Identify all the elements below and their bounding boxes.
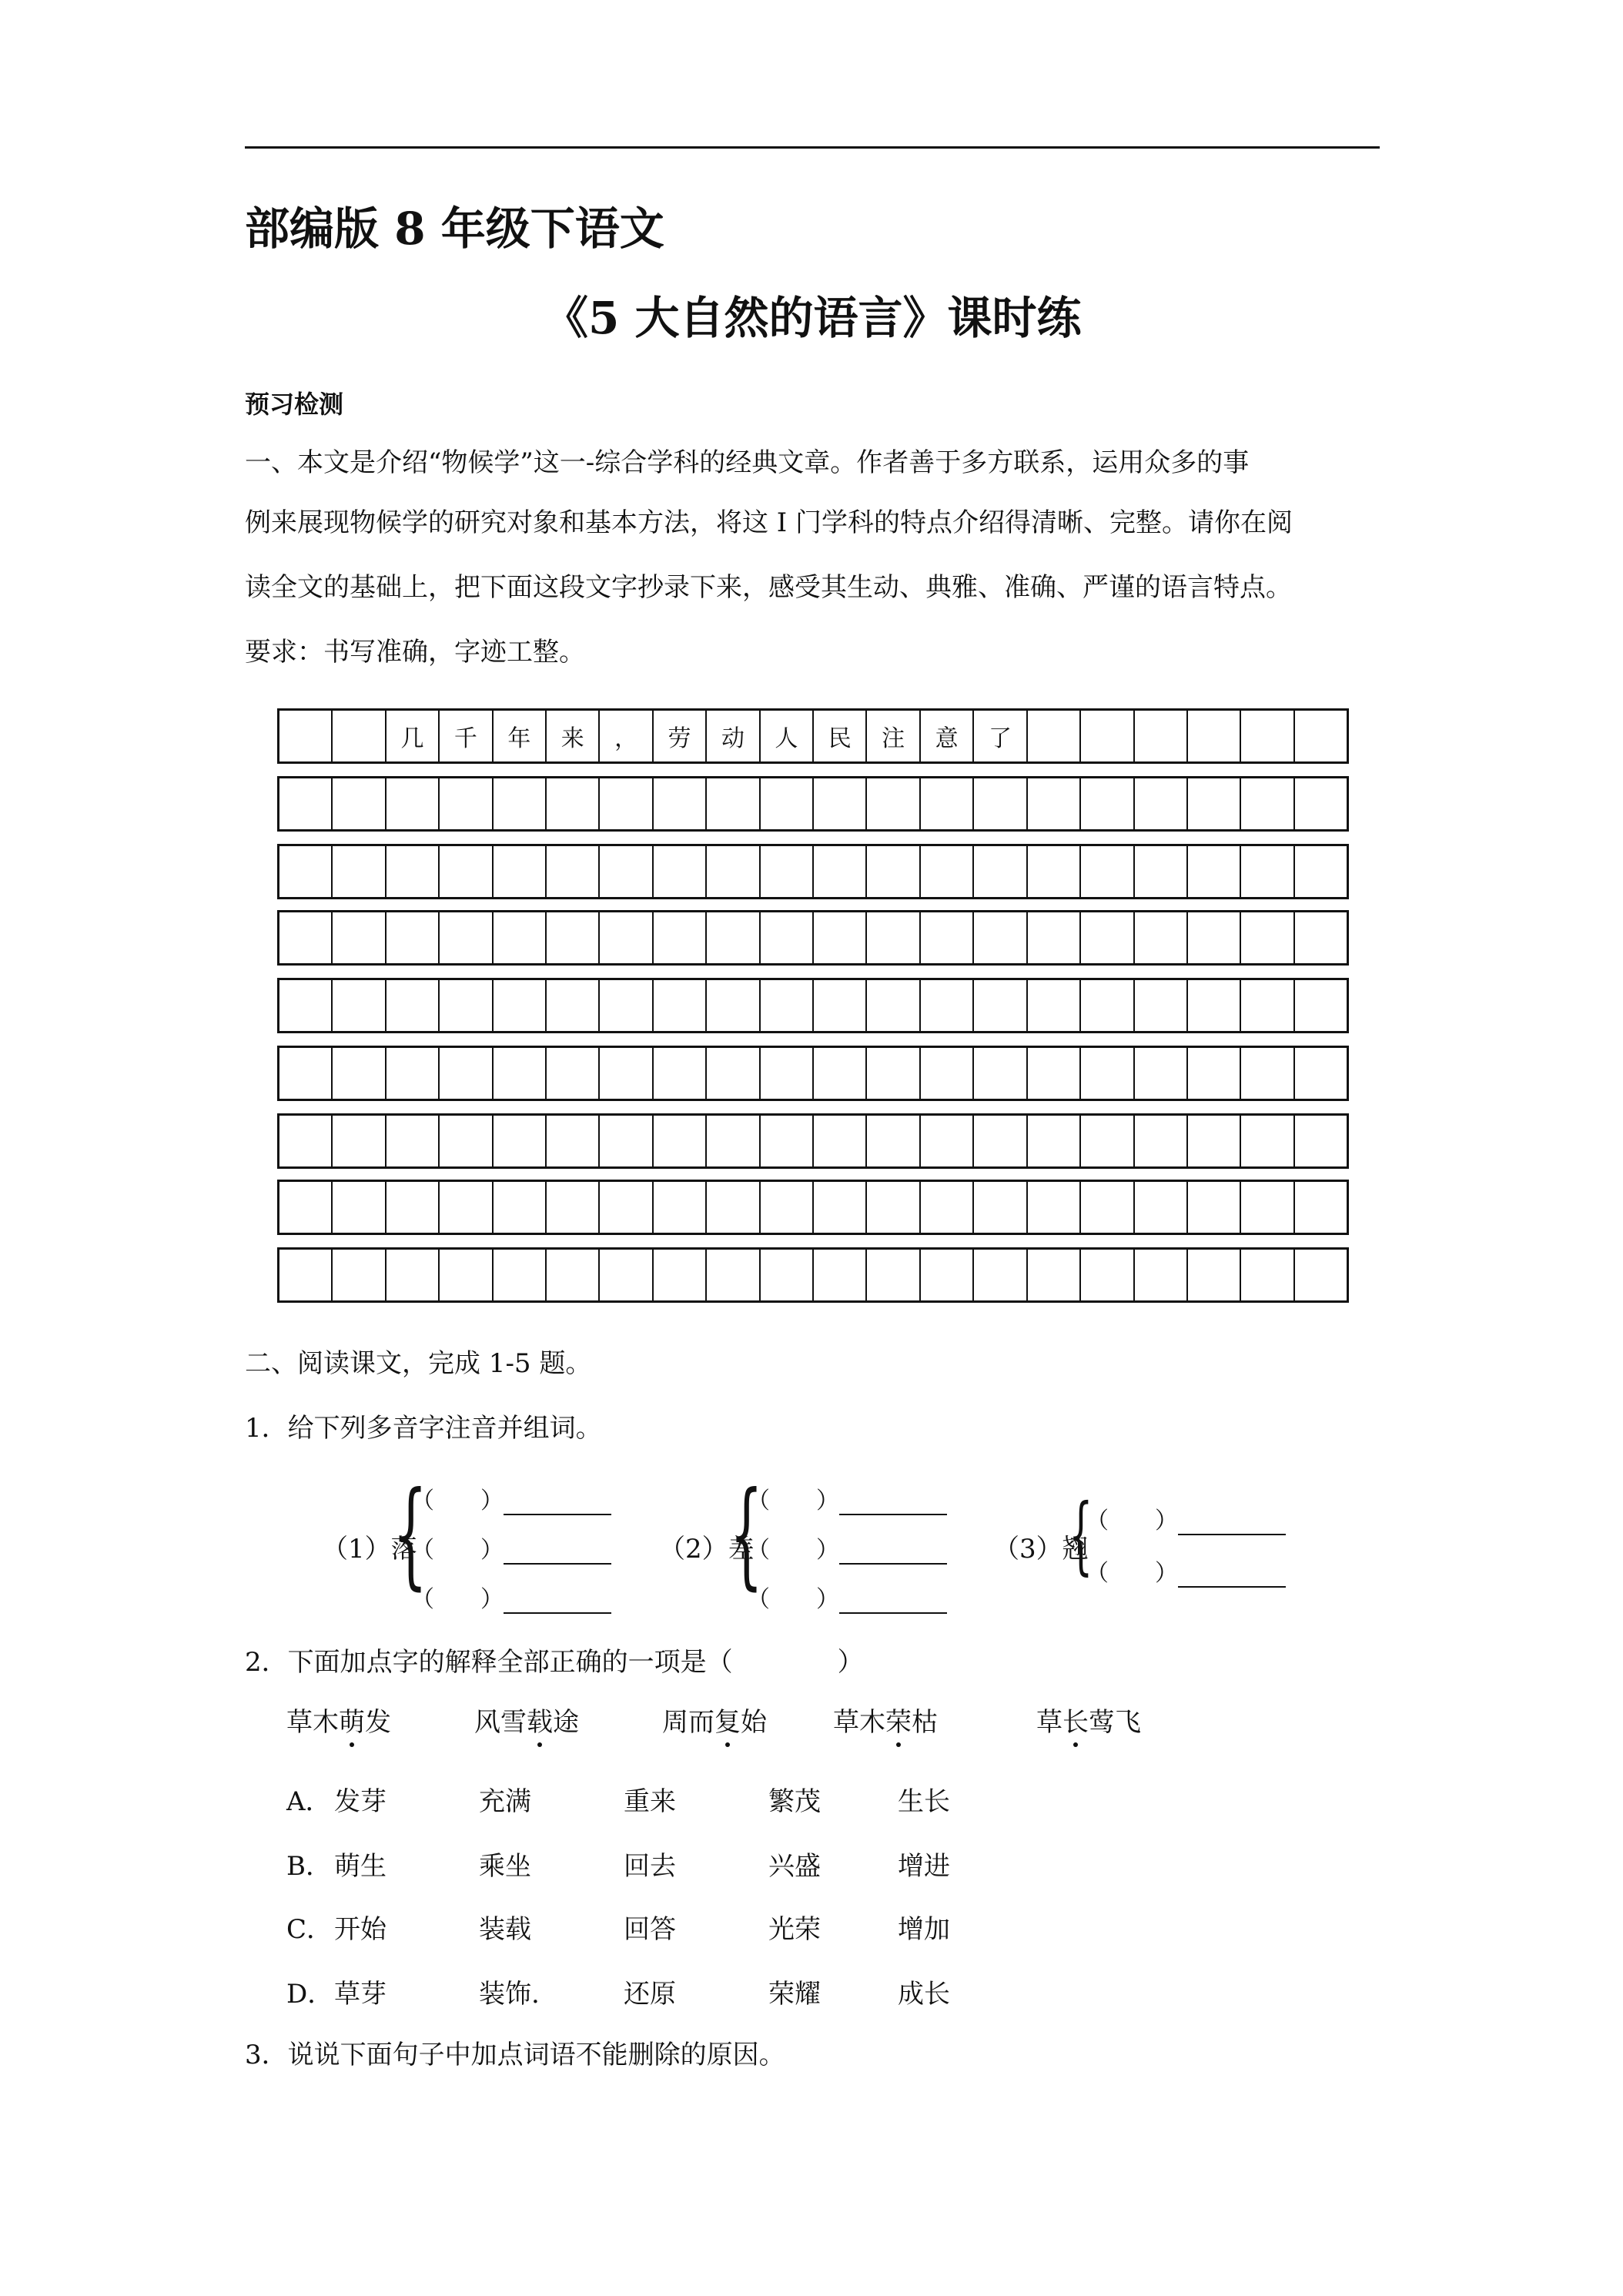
grid-cell[interactable] — [1295, 846, 1347, 897]
grid-cell[interactable] — [1081, 1250, 1134, 1300]
grid-cell[interactable] — [1135, 912, 1188, 963]
option-item: 繁茂 — [768, 1786, 821, 1817]
polyphone-label: （2）差 — [659, 1534, 755, 1565]
grid-cell[interactable] — [1188, 778, 1241, 829]
dotted-char: 萌 — [339, 1707, 365, 1738]
pinyin-paren: （ ） — [747, 1537, 839, 1564]
q1-line: 要求：书写准确，字迹工整。 — [245, 637, 585, 668]
grid-cell[interactable] — [600, 1250, 653, 1300]
grid-row[interactable] — [277, 1113, 1349, 1169]
header-rule — [245, 146, 1380, 149]
grid-cell[interactable] — [814, 980, 867, 1031]
pinyin-paren: （ ） — [747, 1586, 839, 1613]
grid-cell[interactable] — [761, 1182, 814, 1233]
grid-cell[interactable] — [1135, 980, 1188, 1031]
grid-cell[interactable] — [440, 980, 493, 1031]
grid-cell[interactable] — [1028, 778, 1081, 829]
grid-cell[interactable] — [547, 778, 600, 829]
pinyin-paren: （ ） — [411, 1488, 504, 1514]
grid-cell[interactable] — [1241, 1048, 1294, 1099]
grid-row[interactable] — [277, 844, 1349, 899]
grid-cell[interactable]: 动 — [707, 711, 760, 761]
grid-cell[interactable] — [547, 912, 600, 963]
grid-row[interactable] — [277, 1180, 1349, 1235]
grid-cell[interactable] — [1188, 1116, 1241, 1166]
grid-cell[interactable] — [654, 1250, 707, 1300]
grid-cell[interactable] — [333, 1182, 386, 1233]
grid-cell[interactable] — [387, 1048, 440, 1099]
grid-cell[interactable] — [1028, 1250, 1081, 1300]
grid-cell[interactable] — [921, 912, 974, 963]
grid-cell[interactable] — [1081, 1048, 1134, 1099]
grid-cell[interactable] — [761, 778, 814, 829]
grid-cell[interactable] — [654, 1048, 707, 1099]
pinyin-slot[interactable] — [411, 1481, 611, 1515]
pinyin-slot[interactable] — [411, 1531, 611, 1565]
polyphone-label: （1）落 — [322, 1534, 417, 1565]
grid-cell[interactable] — [1135, 846, 1188, 897]
grid-cell[interactable] — [387, 846, 440, 897]
grid-cell[interactable] — [1135, 711, 1188, 761]
grid-cell[interactable] — [387, 1182, 440, 1233]
grid-cell[interactable] — [707, 1182, 760, 1233]
pinyin-paren: （ ） — [411, 1586, 504, 1613]
grid-cell[interactable] — [1135, 1182, 1188, 1233]
option-item: 萌生 — [334, 1851, 387, 1882]
grid-cell[interactable] — [1295, 1182, 1347, 1233]
word-blank[interactable] — [839, 1591, 947, 1614]
grid-cell[interactable] — [654, 912, 707, 963]
grid-cell[interactable] — [1188, 1182, 1241, 1233]
grid-cell[interactable] — [1081, 980, 1134, 1031]
grid-cell[interactable] — [279, 778, 333, 829]
word-blank[interactable] — [839, 1541, 947, 1565]
pinyin-slot[interactable] — [747, 1531, 947, 1565]
q1-line: 一、本文是介绍“物候学”这一-综合学科的经典文章。作者善于多方联系，运用众多的事 — [245, 447, 1250, 478]
pinyin-paren: （ ） — [1086, 1560, 1178, 1587]
phrase: 草木荣枯 — [833, 1707, 938, 1738]
grid-cell[interactable] — [707, 1116, 760, 1166]
grid-cell[interactable]: ， — [600, 711, 653, 761]
dotted-char: 载 — [527, 1707, 553, 1738]
polyphone-label: （3）翘 — [993, 1534, 1089, 1565]
grid-cell[interactable] — [440, 1182, 493, 1233]
grid-cell[interactable] — [707, 1250, 760, 1300]
grid-cell[interactable] — [1295, 778, 1347, 829]
grid-cell[interactable] — [654, 778, 707, 829]
section-label: 预习检测 — [245, 390, 344, 419]
grid-cell[interactable] — [1081, 711, 1134, 761]
grid-cell[interactable] — [1135, 778, 1188, 829]
grid-cell[interactable] — [1241, 778, 1294, 829]
grid-cell[interactable] — [1028, 1116, 1081, 1166]
grid-cell[interactable] — [279, 1250, 333, 1300]
grid-cell[interactable] — [333, 912, 386, 963]
grid-cell[interactable] — [1028, 1048, 1081, 1099]
grid-cell[interactable] — [1241, 980, 1294, 1031]
pinyin-slot[interactable] — [747, 1580, 947, 1614]
option-item: 重来 — [624, 1786, 676, 1817]
grid-cell[interactable] — [333, 711, 386, 761]
grid-cell[interactable] — [1295, 1116, 1347, 1166]
grid-cell[interactable] — [1081, 1116, 1134, 1166]
grid-cell[interactable] — [387, 778, 440, 829]
grid-row[interactable] — [277, 910, 1349, 966]
grid-cell[interactable] — [974, 1048, 1027, 1099]
grid-cell[interactable] — [1295, 912, 1347, 963]
grid-cell[interactable] — [279, 1048, 333, 1099]
grid-cell[interactable] — [279, 1116, 333, 1166]
grid-cell[interactable] — [494, 1048, 547, 1099]
grid-cell[interactable] — [440, 1250, 493, 1300]
grid-cell[interactable] — [867, 980, 920, 1031]
grid-cell[interactable]: 来 — [547, 711, 600, 761]
grid-cell[interactable] — [1295, 1048, 1347, 1099]
grid-cell[interactable] — [387, 912, 440, 963]
option-item: 成长 — [898, 1979, 950, 2010]
grid-cell[interactable] — [814, 1250, 867, 1300]
option-item: 光荣 — [768, 1914, 821, 1945]
grid-cell[interactable] — [1188, 912, 1241, 963]
dotted-char: 长 — [1062, 1707, 1089, 1738]
grid-cell[interactable]: 了 — [974, 711, 1027, 761]
grid-cell[interactable] — [1241, 912, 1294, 963]
word-blank[interactable] — [1178, 1512, 1286, 1535]
grid-cell[interactable] — [1241, 1250, 1294, 1300]
grid-cell[interactable] — [1241, 1116, 1294, 1166]
phrase: 周而复始 — [662, 1707, 767, 1738]
option-item: 回去 — [624, 1851, 676, 1882]
grid-row[interactable] — [277, 708, 1349, 764]
grid-cell[interactable] — [1241, 1182, 1294, 1233]
option-item: 发芽 — [334, 1786, 387, 1817]
grid-row[interactable] — [277, 1046, 1349, 1101]
q1-line: 读全文的基础上，把下面这段文字抄录下来，感受其生动、典雅、准确、严谨的语言特点。 — [245, 572, 1292, 603]
option-item: 兴盛 — [768, 1851, 821, 1882]
grid-cell[interactable] — [440, 1116, 493, 1166]
grid-cell[interactable] — [921, 1182, 974, 1233]
grid-cell[interactable] — [440, 912, 493, 963]
grid-cell[interactable] — [921, 1250, 974, 1300]
grid-cell[interactable] — [1295, 980, 1347, 1031]
grid-cell[interactable] — [333, 778, 386, 829]
grid-cell[interactable] — [974, 980, 1027, 1031]
grid-cell[interactable] — [761, 980, 814, 1031]
grid-cell[interactable] — [600, 1116, 653, 1166]
grid-cell[interactable] — [279, 912, 333, 963]
grid-cell[interactable] — [547, 1250, 600, 1300]
grid-cell[interactable] — [1135, 1250, 1188, 1300]
grid-cell[interactable] — [1081, 778, 1134, 829]
grid-cell[interactable] — [974, 778, 1027, 829]
grid-cell[interactable] — [494, 1182, 547, 1233]
grid-cell[interactable] — [279, 846, 333, 897]
grid-cell[interactable] — [494, 846, 547, 897]
grid-cell[interactable]: 注 — [867, 711, 920, 761]
word-blank[interactable] — [1178, 1565, 1286, 1588]
grid-cell[interactable] — [494, 980, 547, 1031]
grid-cell[interactable] — [387, 1250, 440, 1300]
grid-cell[interactable] — [707, 912, 760, 963]
grid-cell[interactable] — [654, 980, 707, 1031]
grid-cell[interactable] — [387, 1116, 440, 1166]
grid-cell[interactable] — [974, 1116, 1027, 1166]
q2-2-prompt: 2．下面加点字的解释全部正确的一项是（ ） — [245, 1647, 864, 1678]
option-item: 开始 — [334, 1914, 387, 1945]
grid-cell[interactable] — [814, 846, 867, 897]
grid-cell[interactable]: 意 — [921, 711, 974, 761]
grid-row[interactable] — [277, 1247, 1349, 1303]
grid-row[interactable] — [277, 776, 1349, 832]
grid-cell[interactable] — [814, 1048, 867, 1099]
grid-cell[interactable] — [1295, 711, 1347, 761]
grid-cell[interactable] — [974, 1250, 1027, 1300]
grid-cell[interactable] — [547, 980, 600, 1031]
option-letter[interactable]: B． — [286, 1851, 332, 1882]
grid-cell[interactable]: 年 — [494, 711, 547, 761]
grid-cell[interactable] — [279, 980, 333, 1031]
option-letter[interactable]: A． — [286, 1786, 332, 1817]
grid-cell[interactable] — [387, 980, 440, 1031]
word-blank[interactable] — [504, 1541, 611, 1565]
grid-cell[interactable] — [494, 912, 547, 963]
grid-cell[interactable] — [600, 778, 653, 829]
grid-cell[interactable] — [1188, 1250, 1241, 1300]
grid-cell[interactable] — [1188, 980, 1241, 1031]
grid-cell[interactable] — [600, 1048, 653, 1099]
grid-cell[interactable] — [867, 1116, 920, 1166]
brace-icon: { — [730, 1468, 763, 1602]
grid-cell[interactable] — [1028, 711, 1081, 761]
q1-line: 例来展现物候学的研究对象和基本方法，将这 I 门学科的特点介绍得清晰、完整。请你在阅 — [245, 507, 1293, 538]
grid-cell[interactable] — [1028, 980, 1081, 1031]
lesson-title: 《5 大自然的语言》课时练 — [544, 292, 1082, 344]
grid-cell[interactable] — [867, 912, 920, 963]
grid-cell[interactable]: 千 — [440, 711, 493, 761]
pinyin-paren: （ ） — [1086, 1508, 1178, 1535]
grid-cell[interactable] — [333, 1048, 386, 1099]
grid-cell[interactable] — [707, 980, 760, 1031]
grid-cell[interactable] — [547, 846, 600, 897]
option-item: 充满 — [479, 1786, 531, 1817]
grid-cell[interactable] — [1081, 846, 1134, 897]
grid-cell[interactable] — [1028, 1182, 1081, 1233]
grid-cell[interactable] — [279, 1182, 333, 1233]
pinyin-paren: （ ） — [747, 1488, 839, 1514]
grid-cell[interactable] — [654, 1116, 707, 1166]
grid-cell[interactable] — [1081, 912, 1134, 963]
option-item: 生长 — [898, 1786, 950, 1817]
phrase: 草木萌发 — [286, 1707, 391, 1738]
grid-cell[interactable] — [761, 912, 814, 963]
grid-cell[interactable] — [333, 980, 386, 1031]
option-item: 装饰. — [479, 1979, 540, 2010]
grid-cell[interactable] — [1028, 846, 1081, 897]
grid-cell[interactable] — [814, 778, 867, 829]
grid-cell[interactable] — [707, 846, 760, 897]
grid-cell[interactable] — [1028, 912, 1081, 963]
word-blank[interactable] — [504, 1591, 611, 1614]
grid-cell[interactable] — [494, 1250, 547, 1300]
option-item: 增进 — [898, 1851, 950, 1882]
grid-cell[interactable] — [600, 912, 653, 963]
option-item: 草芽 — [334, 1979, 387, 2010]
grid-cell[interactable] — [814, 1182, 867, 1233]
grid-cell[interactable] — [440, 846, 493, 897]
grid-cell[interactable] — [707, 1048, 760, 1099]
option-item: 装载 — [479, 1914, 531, 1945]
word-blank[interactable] — [504, 1492, 611, 1515]
pinyin-slot[interactable] — [411, 1580, 611, 1614]
grid-cell[interactable] — [1188, 711, 1241, 761]
grid-cell[interactable] — [761, 1116, 814, 1166]
option-item: 荣耀 — [768, 1979, 821, 2010]
brace-icon: { — [1069, 1485, 1093, 1584]
grid-cell[interactable] — [974, 912, 1027, 963]
grid-cell[interactable] — [867, 846, 920, 897]
grid-cell[interactable] — [867, 778, 920, 829]
grid-cell[interactable] — [1135, 1048, 1188, 1099]
grid-cell[interactable] — [600, 1182, 653, 1233]
pinyin-slot[interactable] — [1086, 1501, 1286, 1535]
grid-cell[interactable] — [921, 980, 974, 1031]
grid-cell[interactable] — [494, 1116, 547, 1166]
grid-cell[interactable] — [761, 846, 814, 897]
grid-cell[interactable] — [547, 1182, 600, 1233]
brace-icon: { — [394, 1468, 427, 1602]
grid-cell[interactable] — [1081, 1182, 1134, 1233]
grid-cell[interactable] — [761, 1250, 814, 1300]
grid-cell[interactable] — [974, 846, 1027, 897]
grid-cell[interactable] — [333, 846, 386, 897]
grid-cell[interactable] — [547, 1116, 600, 1166]
grid-cell[interactable] — [654, 846, 707, 897]
grid-cell[interactable] — [654, 1182, 707, 1233]
q2-intro: 二、阅读课文，完成 1-5 题。 — [245, 1348, 592, 1379]
grid-cell[interactable] — [440, 1048, 493, 1099]
option-item: 增加 — [898, 1914, 950, 1945]
option-item: 回答 — [624, 1914, 676, 1945]
q2-1-prompt: 1．给下列多音字注音并组词。 — [245, 1413, 602, 1444]
grid-cell[interactable] — [814, 912, 867, 963]
word-blank[interactable] — [839, 1492, 947, 1515]
grid-cell[interactable] — [1241, 846, 1294, 897]
q2-3-prompt: 3．说说下面句子中加点词语不能删除的原因。 — [245, 2040, 785, 2070]
grid-cell[interactable] — [547, 1048, 600, 1099]
option-letter[interactable]: C． — [286, 1914, 333, 1945]
grid-cell[interactable] — [921, 1116, 974, 1166]
grid-cell[interactable] — [1241, 711, 1294, 761]
grid-cell[interactable]: 人 — [761, 711, 814, 761]
pinyin-slot[interactable] — [1086, 1554, 1286, 1588]
dotted-char: 荣 — [885, 1707, 912, 1738]
grid-cell[interactable] — [867, 1250, 920, 1300]
grid-cell[interactable]: 劳 — [654, 711, 707, 761]
grid-cell[interactable] — [921, 778, 974, 829]
doc-title: 部编版 8 年级下语文 — [245, 202, 664, 255]
grid-cell[interactable] — [974, 1182, 1027, 1233]
grid-cell[interactable]: 几 — [387, 711, 440, 761]
option-item: 乘坐 — [479, 1851, 531, 1882]
grid-cell[interactable] — [1188, 846, 1241, 897]
grid-cell[interactable] — [600, 846, 653, 897]
grid-cell[interactable] — [1135, 1116, 1188, 1166]
option-letter[interactable]: D． — [286, 1979, 334, 2010]
grid-cell[interactable] — [1188, 1048, 1241, 1099]
grid-cell[interactable] — [921, 1048, 974, 1099]
pinyin-paren: （ ） — [411, 1537, 504, 1564]
grid-cell[interactable] — [333, 1250, 386, 1300]
grid-cell[interactable] — [600, 980, 653, 1031]
option-item: 还原 — [624, 1979, 676, 2010]
grid-cell[interactable] — [279, 711, 333, 761]
grid-cell[interactable] — [867, 1182, 920, 1233]
phrase: 草长莺飞 — [1036, 1707, 1141, 1738]
phrase: 风雪载途 — [474, 1707, 579, 1738]
grid-cell[interactable] — [921, 846, 974, 897]
grid-cell[interactable] — [761, 1048, 814, 1099]
grid-cell[interactable] — [867, 1048, 920, 1099]
grid-cell[interactable] — [707, 778, 760, 829]
grid-cell[interactable] — [440, 778, 493, 829]
pinyin-slot[interactable] — [747, 1481, 947, 1515]
dotted-char: 复 — [714, 1707, 741, 1738]
grid-cell[interactable]: 民 — [814, 711, 867, 761]
grid-cell[interactable] — [1295, 1250, 1347, 1300]
grid-cell[interactable] — [494, 778, 547, 829]
grid-cell[interactable] — [814, 1116, 867, 1166]
grid-row[interactable] — [277, 978, 1349, 1033]
grid-cell[interactable] — [333, 1116, 386, 1166]
